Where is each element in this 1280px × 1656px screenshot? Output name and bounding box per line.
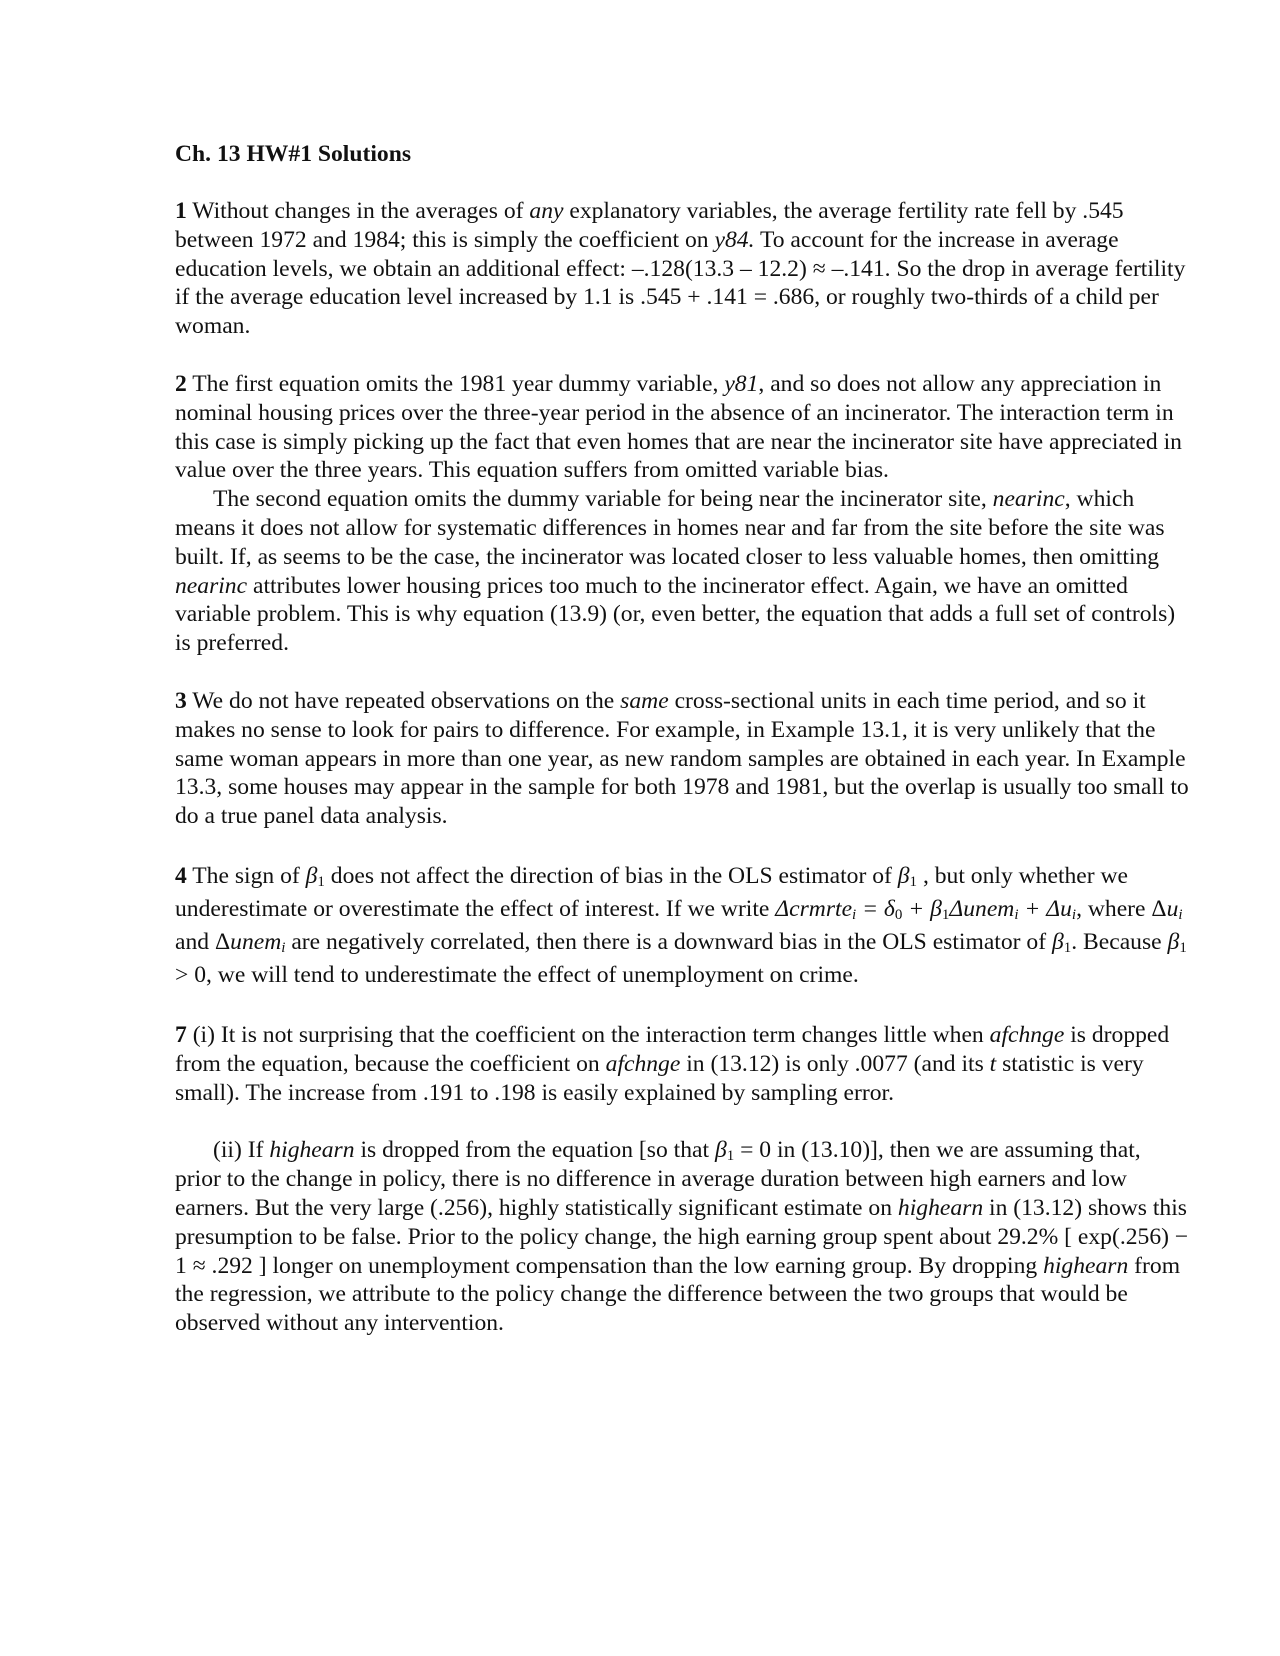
answer-text: from the regression, we attribute to the policy change the difference between the two groups that would be observed without any intervention. (175, 1252, 1181, 1337)
italic-term: u (1166, 895, 1179, 922)
answer-number: 2 (175, 370, 187, 397)
subscript: 1 (941, 906, 950, 923)
answer-text: statistic is very small). The increase from .191 to .198 is easily explained by sampling error. (175, 1050, 1144, 1106)
equation-term: Δunem (949, 895, 1015, 922)
answer-1 (175, 197, 1190, 341)
italic-term: y81 (724, 370, 759, 397)
answer-2 (175, 370, 1190, 485)
document-page (175, 140, 1190, 1367)
answer-text: = 0 in (13.10)], then we are assuming that, prior to the change in policy, there is no difference in average duration between high earners and low earners. But the very large (.256), highly statistically significant estimate on (175, 1137, 1141, 1221)
italic-term: t (989, 1050, 997, 1077)
answer-text: The sign of (186, 862, 306, 889)
answer-text: , and so does not allow any appreciation in nominal housing prices over the three-year period in the absence of an incinerator. The interaction term in this case is simply picking up the fact that even homes that are near the incinerator site have appreciated in value over the three years. This equation suffers from omitted variable bias. (175, 370, 1182, 484)
italic-term: nearinc (175, 572, 248, 599)
answer-number: 7 (175, 1021, 187, 1048)
answer-3 (175, 687, 1190, 831)
beta-symbol: β (305, 862, 318, 889)
answer-4 (175, 860, 1190, 992)
answer-number: 3 (175, 687, 187, 714)
subscript: 1 (726, 1148, 735, 1165)
subscript: i (1014, 906, 1019, 923)
answer-2-paragraph-2 (175, 485, 1190, 658)
italic-term: nearinc (992, 486, 1065, 513)
italic-term: unem (230, 928, 282, 955)
subscript: i (852, 906, 857, 923)
answer-text: We do not have repeated observations on the (186, 687, 621, 714)
answer-text: explanatory variables, the average fertility rate fell by .545 between 1972 and 1984; this is simply the coefficient on (175, 198, 1124, 253)
answer-number: 4 (175, 862, 187, 889)
subscript: 0 (894, 906, 903, 923)
beta-symbol: β (1051, 928, 1064, 955)
answer-text: , but only whether we underestimate or overestimate the effect of interest. If we write (175, 862, 1129, 922)
answer-text: does not affect the direction of bias in the OLS estimator of (324, 862, 898, 889)
subscript: i (1178, 906, 1183, 923)
answer-text: Without changes in the averages of (186, 198, 530, 224)
answer-7-part-ii (175, 1136, 1190, 1338)
answer-text: is dropped from the equation, because the coefficient on (175, 1021, 1170, 1077)
answer-number: 1 (175, 198, 187, 224)
subscript: 1 (1063, 939, 1072, 956)
answer-text: , which means it does not allow for systematic differences in homes near and far from the site before the site was built. If, as seems to be the case, the incinerator was located closer to less valuable homes, then omitting (175, 486, 1165, 570)
subscript: i (281, 939, 286, 956)
answer-text: are negatively correlated, then there is a downward bias in the OLS estimator of (285, 928, 1052, 955)
beta-symbol: β (714, 1137, 727, 1164)
answer-text: The first equation omits the 1981 year dummy variable, (186, 370, 725, 397)
italic-term: y84. (714, 226, 755, 253)
equation-term: + β (902, 895, 942, 922)
page-title: Ch. 13 HW#1 Solutions (175, 141, 411, 167)
answer-7-part-i (175, 1021, 1190, 1107)
equation-term: = δ (856, 895, 895, 922)
equation-term: + Δu (1018, 895, 1072, 922)
answer-text: (ii) If (213, 1137, 270, 1164)
beta-symbol: β (1167, 928, 1180, 955)
answer-text: > 0, we will tend to underestimate the effect of unemployment on crime. (175, 961, 859, 988)
answer-text: cross-sectional units in each time period, and so it makes no sense to look for pairs to difference. For example, in Example 13.1, it is very unlikely that the same woman appears in more than one year, as new random samples are obtained in each year. In Example 13.3, some houses may appear in the sample for both 1978 and 1981, but the overlap is usually too small to do a true panel data analysis. (175, 687, 1189, 830)
italic-term: highearn (897, 1194, 984, 1221)
answer-text: . Because (1071, 928, 1168, 955)
answer-text: in (13.12) is only .0077 (and its (680, 1050, 990, 1077)
italic-term: same (620, 687, 669, 714)
italic-term: afchnge (989, 1021, 1065, 1048)
answer-text: and Δ (175, 928, 231, 955)
answer-text: The second equation omits the dummy variable for being near the incinerator site, (213, 486, 993, 513)
answer-text: (i) It is not surprising that the coefficient on the interaction term changes little when (186, 1021, 990, 1048)
subscript: i (1071, 906, 1077, 923)
italic-term: highearn (1043, 1252, 1129, 1279)
answer-text: To account for the increase in average education levels, we obtain an additional effect: –.128(13.3 – 12.2) ≈ –.141. So the drop in average fertility if the average education level increased by 1.1 is .545 + .141 = .686, or roughly two-thirds of a child per woman. (175, 226, 1186, 340)
italic-term: highearn (269, 1137, 355, 1164)
subscript: 1 (1179, 939, 1187, 956)
italic-term: afchnge (605, 1050, 681, 1077)
answer-text: in (13.12) shows this presumption to be false. Prior to the policy change, the high earning group spent about 29.2% [ exp(.256) − 1 ≈ .292 ] longer on unemployment compensation than the low earning group. By dropping (175, 1194, 1189, 1279)
beta-symbol: β (897, 862, 910, 889)
answer-text: attributes lower housing prices too much to the incinerator effect. Again, we have an omitted variable problem. This is why equation (13.9) (or, even better, the equation that adds a full set of controls) is preferred. (175, 572, 1176, 657)
equation-term: Δcrmrte (775, 895, 853, 922)
answer-text: , where Δ (1076, 895, 1167, 922)
subscript: 1 (317, 873, 325, 890)
answer-text: is dropped from the equation [so that (354, 1137, 715, 1164)
subscript: 1 (909, 873, 918, 890)
italic-term: any (529, 198, 564, 224)
